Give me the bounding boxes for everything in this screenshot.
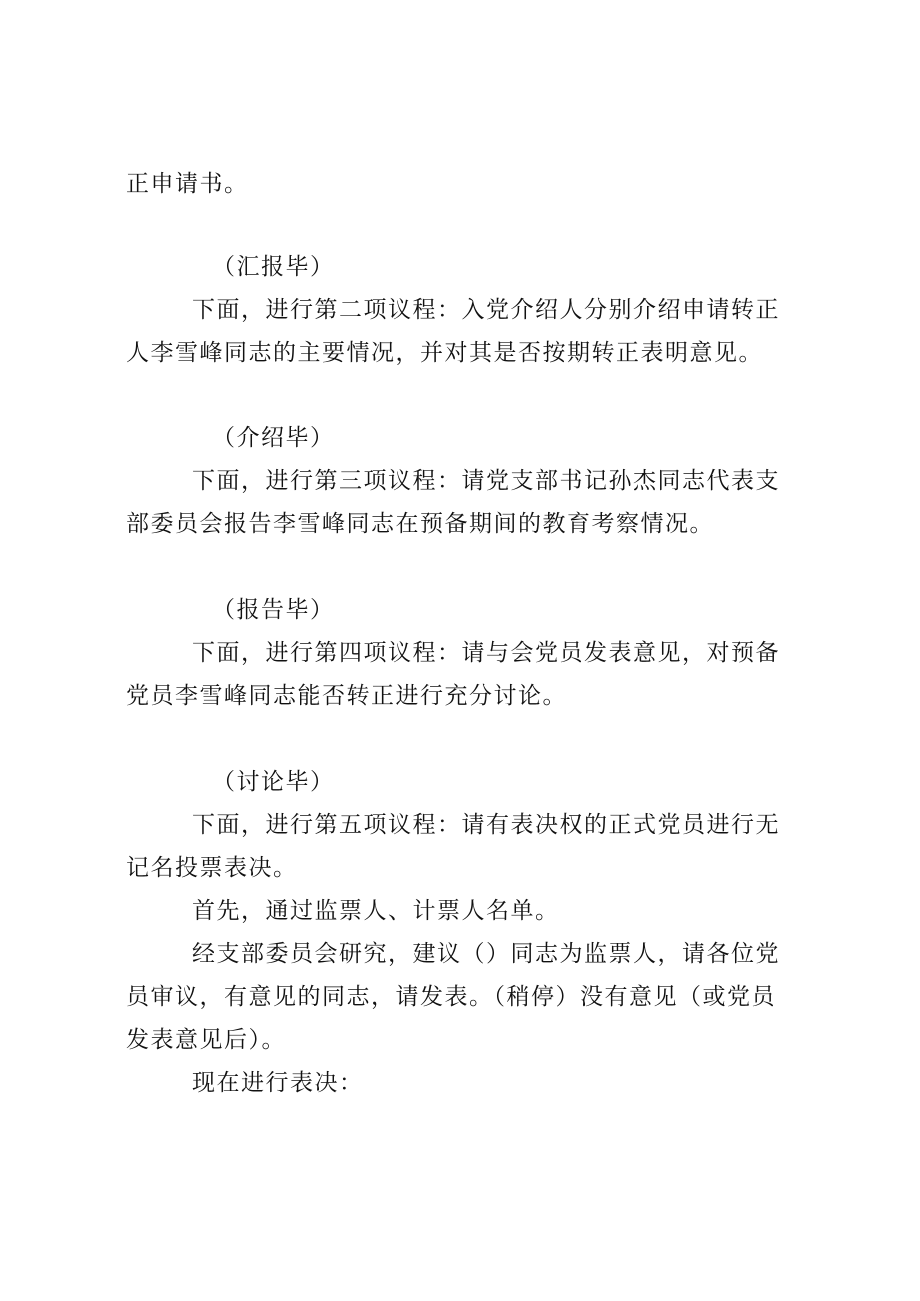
stage-note-discussion-done: （讨论毕） (212, 769, 335, 795)
stage-note-intro-done: （介绍毕） (212, 425, 335, 451)
text-line: 经支部委员会研究，建议（）同志为监票人，请各位党 (192, 941, 780, 967)
agenda-item-4: 下面，进行第四项议程：请与会党员发表意见，对预备 (192, 640, 780, 666)
text-line: 员审议，有意见的同志，请发表。（稍停）没有意见（或党员 (126, 984, 776, 1010)
text-line: 现在进行表决： (192, 1070, 364, 1096)
stage-note-report-done: （汇报毕） (212, 254, 335, 280)
text-line: 正申请书。 (126, 171, 249, 197)
text-line: 首先，通过监票人、计票人名单。 (192, 898, 560, 924)
agenda-item-2: 下面，进行第二项议程：入党介绍人分别介绍申请转正 (192, 297, 780, 323)
agenda-item-5: 下面，进行第五项议程：请有表决权的正式党员进行无 (192, 812, 780, 838)
text-line: 党员李雪峰同志能否转正进行充分讨论。 (126, 683, 567, 709)
agenda-item-3: 下面，进行第三项议程：请党支部书记孙杰同志代表支 (192, 468, 780, 494)
text-line: 发表意见后）。 (126, 1027, 286, 1053)
stage-note-report-finished: （报告毕） (212, 597, 335, 623)
text-line: 部委员会报告李雪峰同志在预备期间的教育考察情况。 (126, 511, 714, 537)
text-line: 记名投票表决。 (126, 855, 298, 881)
text-line: 人李雪峰同志的主要情况，并对其是否按期转正表明意见。 (126, 340, 763, 366)
